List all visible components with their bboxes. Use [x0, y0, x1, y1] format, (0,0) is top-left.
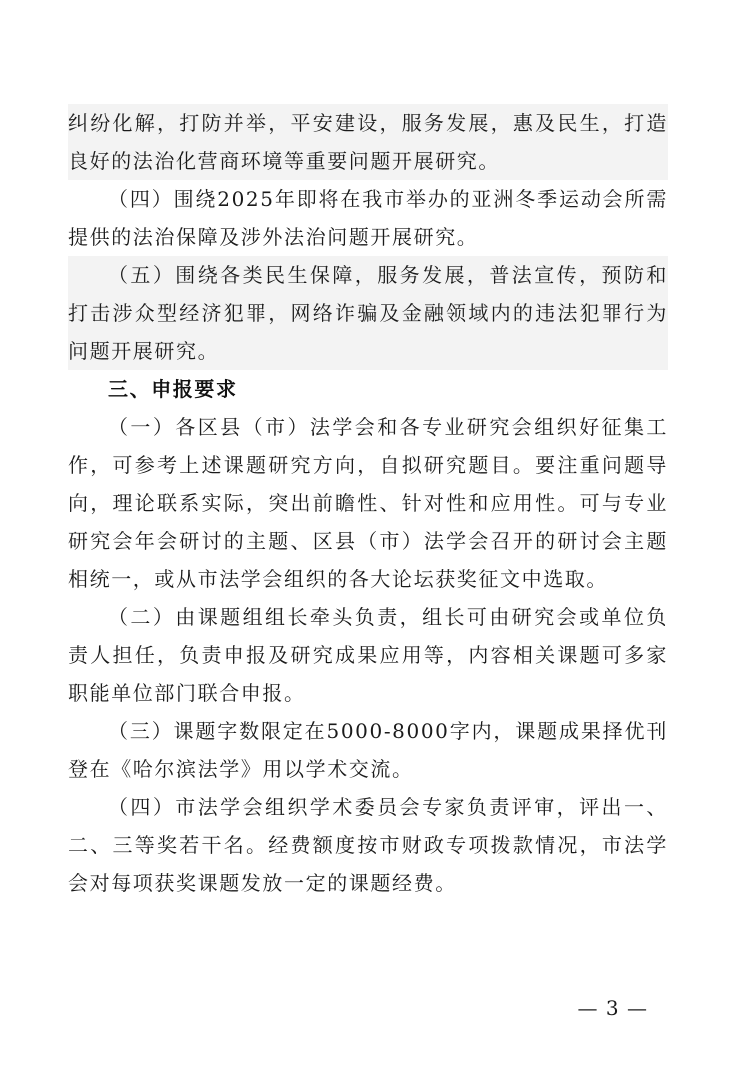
document-body [68, 104, 668, 902]
requirement-item-two: （二）由课题组组长牵头负责，组长可由研究会或单位负责人担任，负责申报及研究成果应用等，内容相关课题可多家职能单位部门联合申报。 [68, 605, 668, 705]
requirement-item-three: （三）课题字数限定在5000-8000字内，课题成果择优刊登在《哈尔滨法学》用以学术交流。 [68, 719, 668, 781]
section-heading: 三、申报要求 [108, 377, 238, 401]
page-number: — 3 — [577, 996, 648, 1020]
requirement-item-one: （一）各区县（市）法学会和各专业研究会组织好征集工作，可参考上述课题研究方向，自拟研究题目。要注重问题导向，理论联系实际，突出前瞻性、针对性和应用性。可与专业研究会年会研讨的主题、区县（市）法学会召开的研讨会主题相统一，或从市法学会组织的各大论坛获奖征文中选取。 [68, 415, 668, 591]
paragraph-item-four: （四）围绕2025年即将在我市举办的亚洲冬季运动会所需提供的法治保障及涉外法治问题开展研究。 [68, 187, 668, 249]
paragraph-continuation: 纠纷化解，打防并举，平安建设，服务发展，惠及民生，打造良好的法治化营商环境等重要问题开展研究。 [68, 104, 668, 180]
requirement-item-four: （四）市法学会组织学术委员会专家负责评审，评出一、二、三等奖若干名。经费额度按市财政专项拨款情况，市法学会对每项获奖课题发放一定的课题经费。 [68, 795, 668, 895]
paragraph-item-five: （五）围绕各类民生保障，服务发展，普法宣传，预防和打击涉众型经济犯罪，网络诈骗及金融领域内的违法犯罪行为问题开展研究。 [68, 256, 668, 370]
